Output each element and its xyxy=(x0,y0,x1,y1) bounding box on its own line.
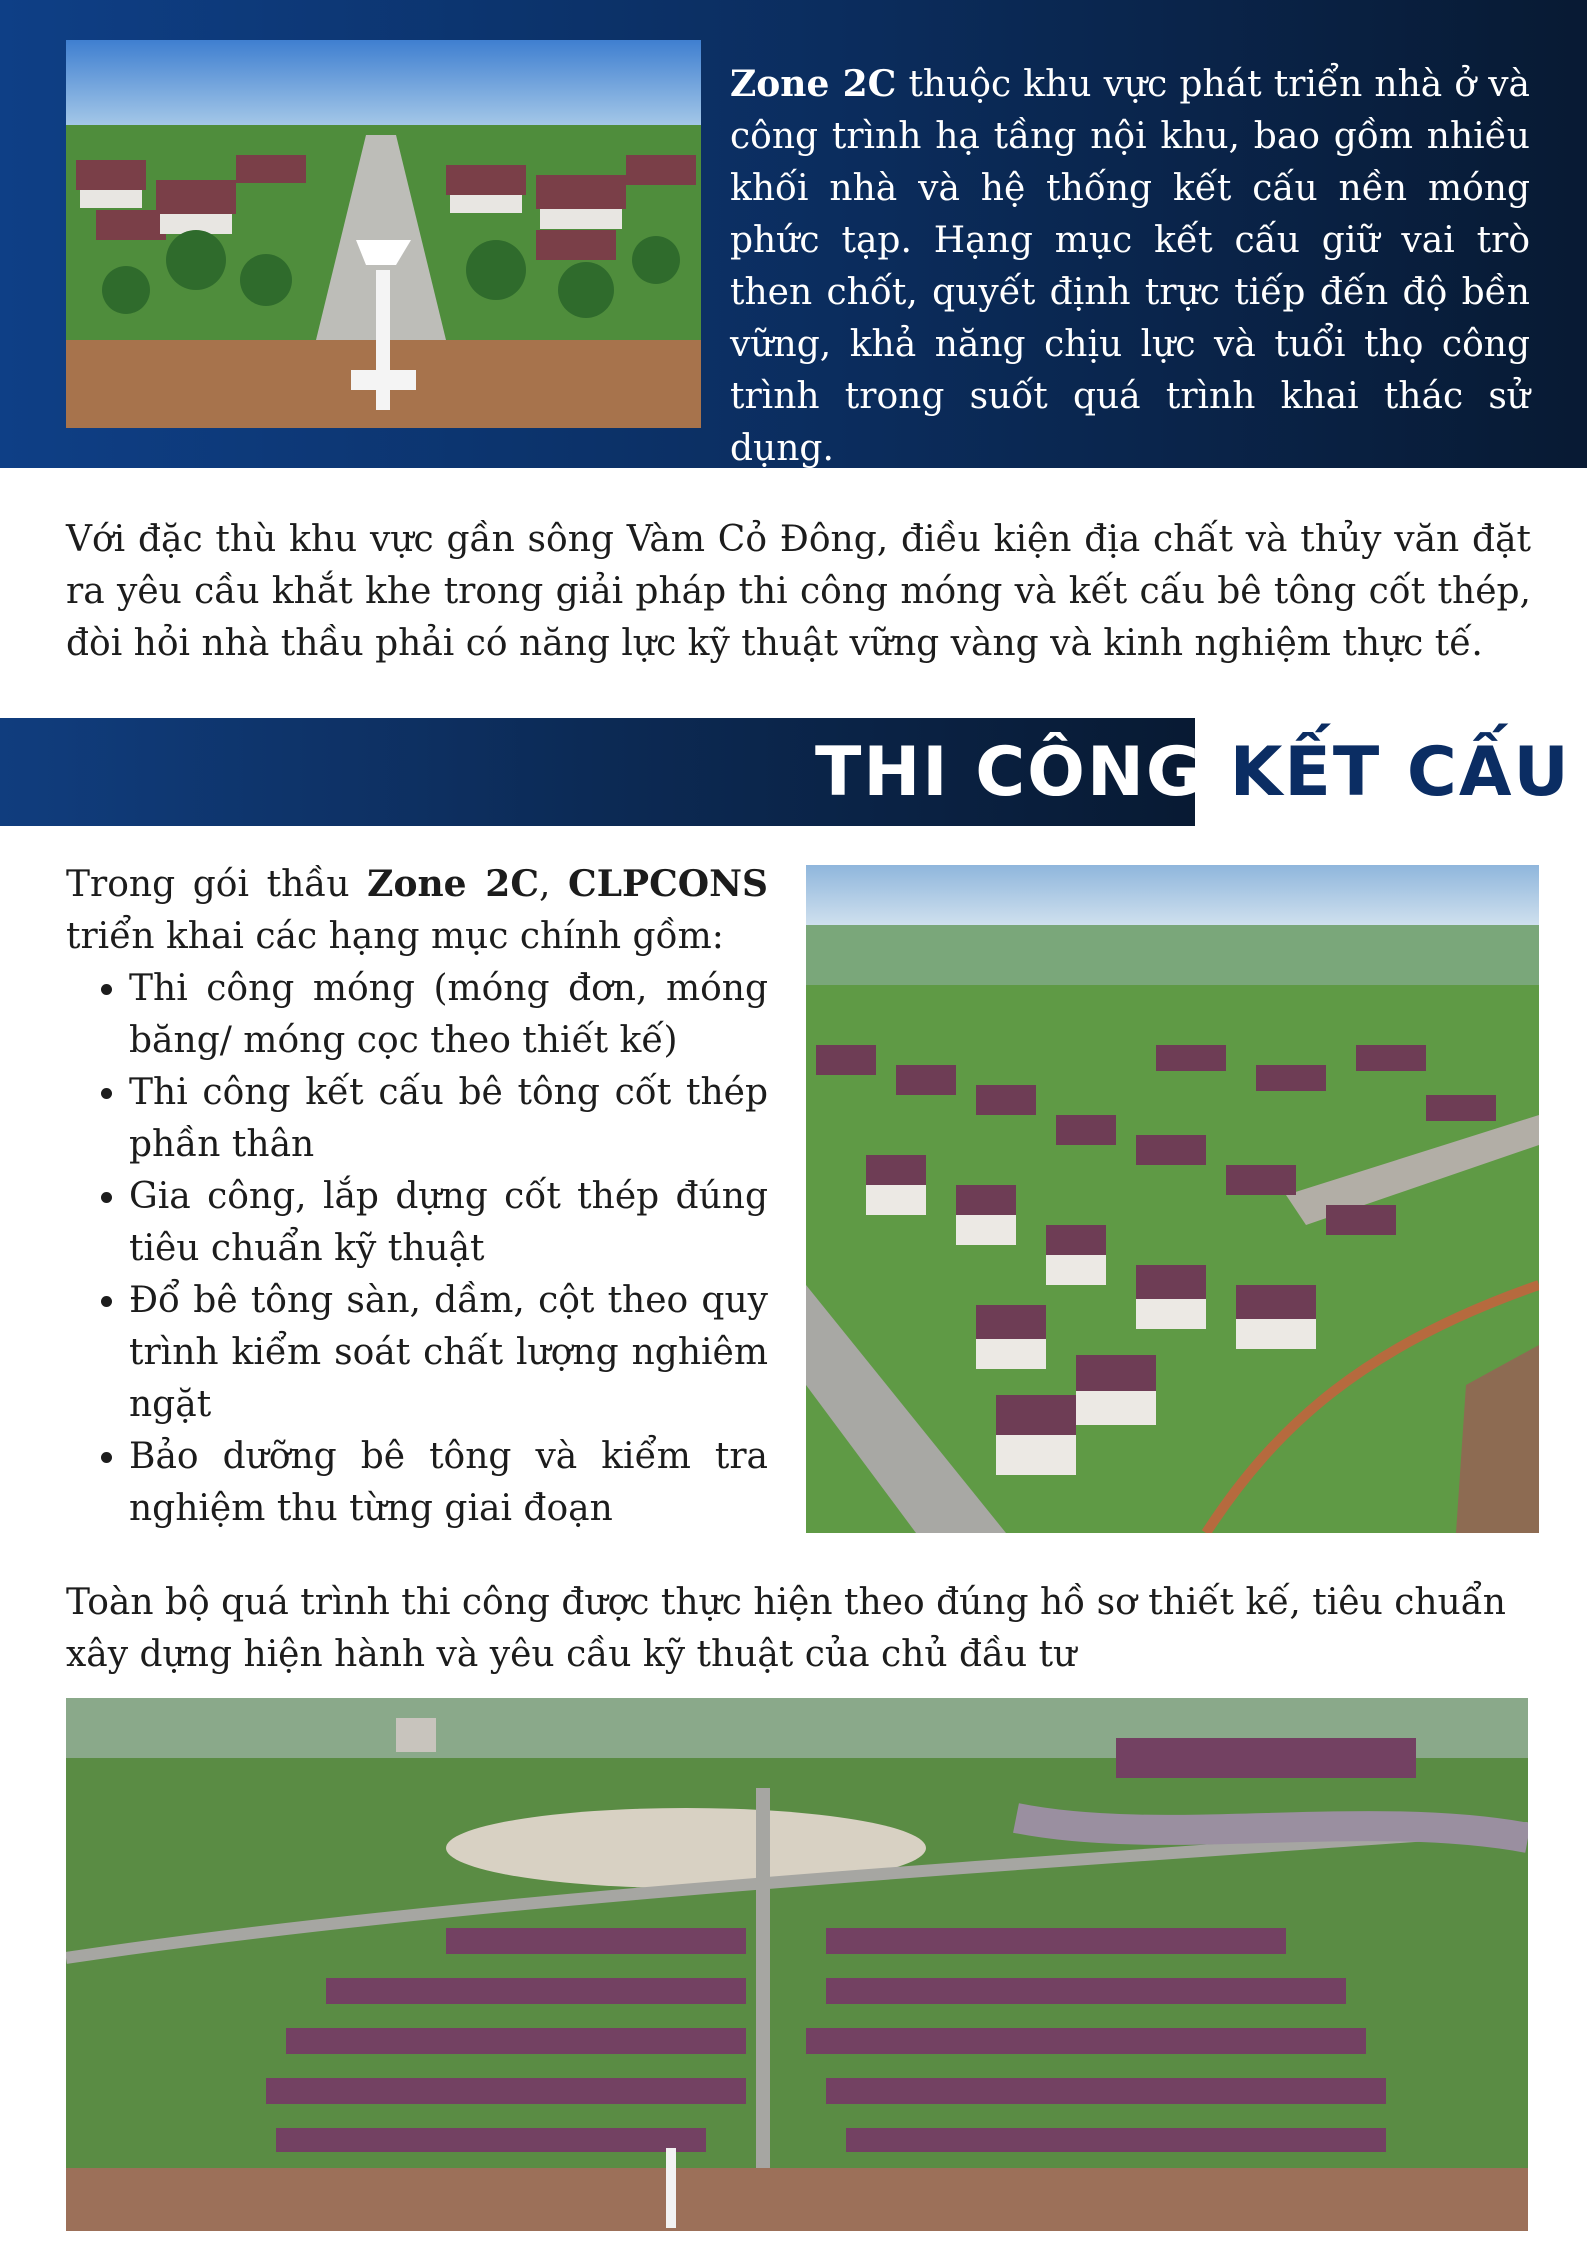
scope-section xyxy=(66,858,768,1535)
zone-label: Zone 2C xyxy=(730,63,897,105)
list-item: • Thi công kết cấu bê tông cốt thép phần thân xyxy=(129,1067,768,1171)
scope-company: CLPCONS xyxy=(568,863,768,905)
scope-zone-label: Zone 2C xyxy=(367,863,539,905)
list-item: • Gia công, lắp dựng cốt thép đúng tiêu chuẩn kỹ thuật xyxy=(129,1171,768,1275)
list-item: • Thi công móng (móng đơn, móng băng/ móng cọc theo thiết kế) xyxy=(129,963,768,1067)
scope-list xyxy=(66,963,768,1535)
photo-waterfront-villas xyxy=(66,40,701,428)
list-item: • Đổ bê tông sàn, dầm, cột theo quy trình kiểm soát chất lượng nghiêm ngặt xyxy=(129,1275,768,1431)
scope-lead-separator: , xyxy=(538,864,569,905)
paragraph-design-compliance: Toàn bộ quá trình thi công được thực hiện theo đúng hồ sơ thiết kế, tiêu chuẩn xây dựng hiện hành và yêu cầu kỹ thuật của chủ đầu tư xyxy=(66,1582,1506,1675)
scope-lead-text: Trong gói thầu xyxy=(66,864,368,905)
intro-body: thuộc khu vực phát triển nhà ở và công trình hạ tầng nội khu, bao gồm nhiều khối nhà và hệ thống kết cấu nền móng phức tạp. Hạng mục kết cấu giữ vai trò then chốt, quyết định trực tiếp đến độ bền vững, khả năng chịu lực và tuổi thọ công trình trong suốt quá trình khai thác sử dụng. xyxy=(730,64,1530,469)
section-heading-part-2: KẾT CẤU xyxy=(1229,732,1571,812)
intro-text xyxy=(730,58,1530,475)
scope-lead xyxy=(66,858,768,963)
photo-villa-neighborhood xyxy=(806,865,1539,1533)
paragraph-river-conditions: Với đặc thù khu vực gần sông Vàm Cỏ Đông, điều kiện địa chất và thủy văn đặt ra yêu cầu khắt khe trong giải pháp thi công móng và kết cấu bê tông cốt thép, đòi hỏi nhà thầu phải có năng lực kỹ thuật vững vàng và kinh nghiệm thực tế. xyxy=(66,519,1531,664)
section-heading-part-1: THI CÔNG xyxy=(815,732,1204,812)
list-item: • Bảo dưỡng bê tông và kiểm tra nghiệm thu từng giai đoạn xyxy=(129,1431,768,1535)
section-heading xyxy=(815,722,1571,822)
scope-lead-tail: triển khai các hạng mục chính gồm: xyxy=(66,916,724,957)
photo-site-overview xyxy=(66,1698,1528,2231)
